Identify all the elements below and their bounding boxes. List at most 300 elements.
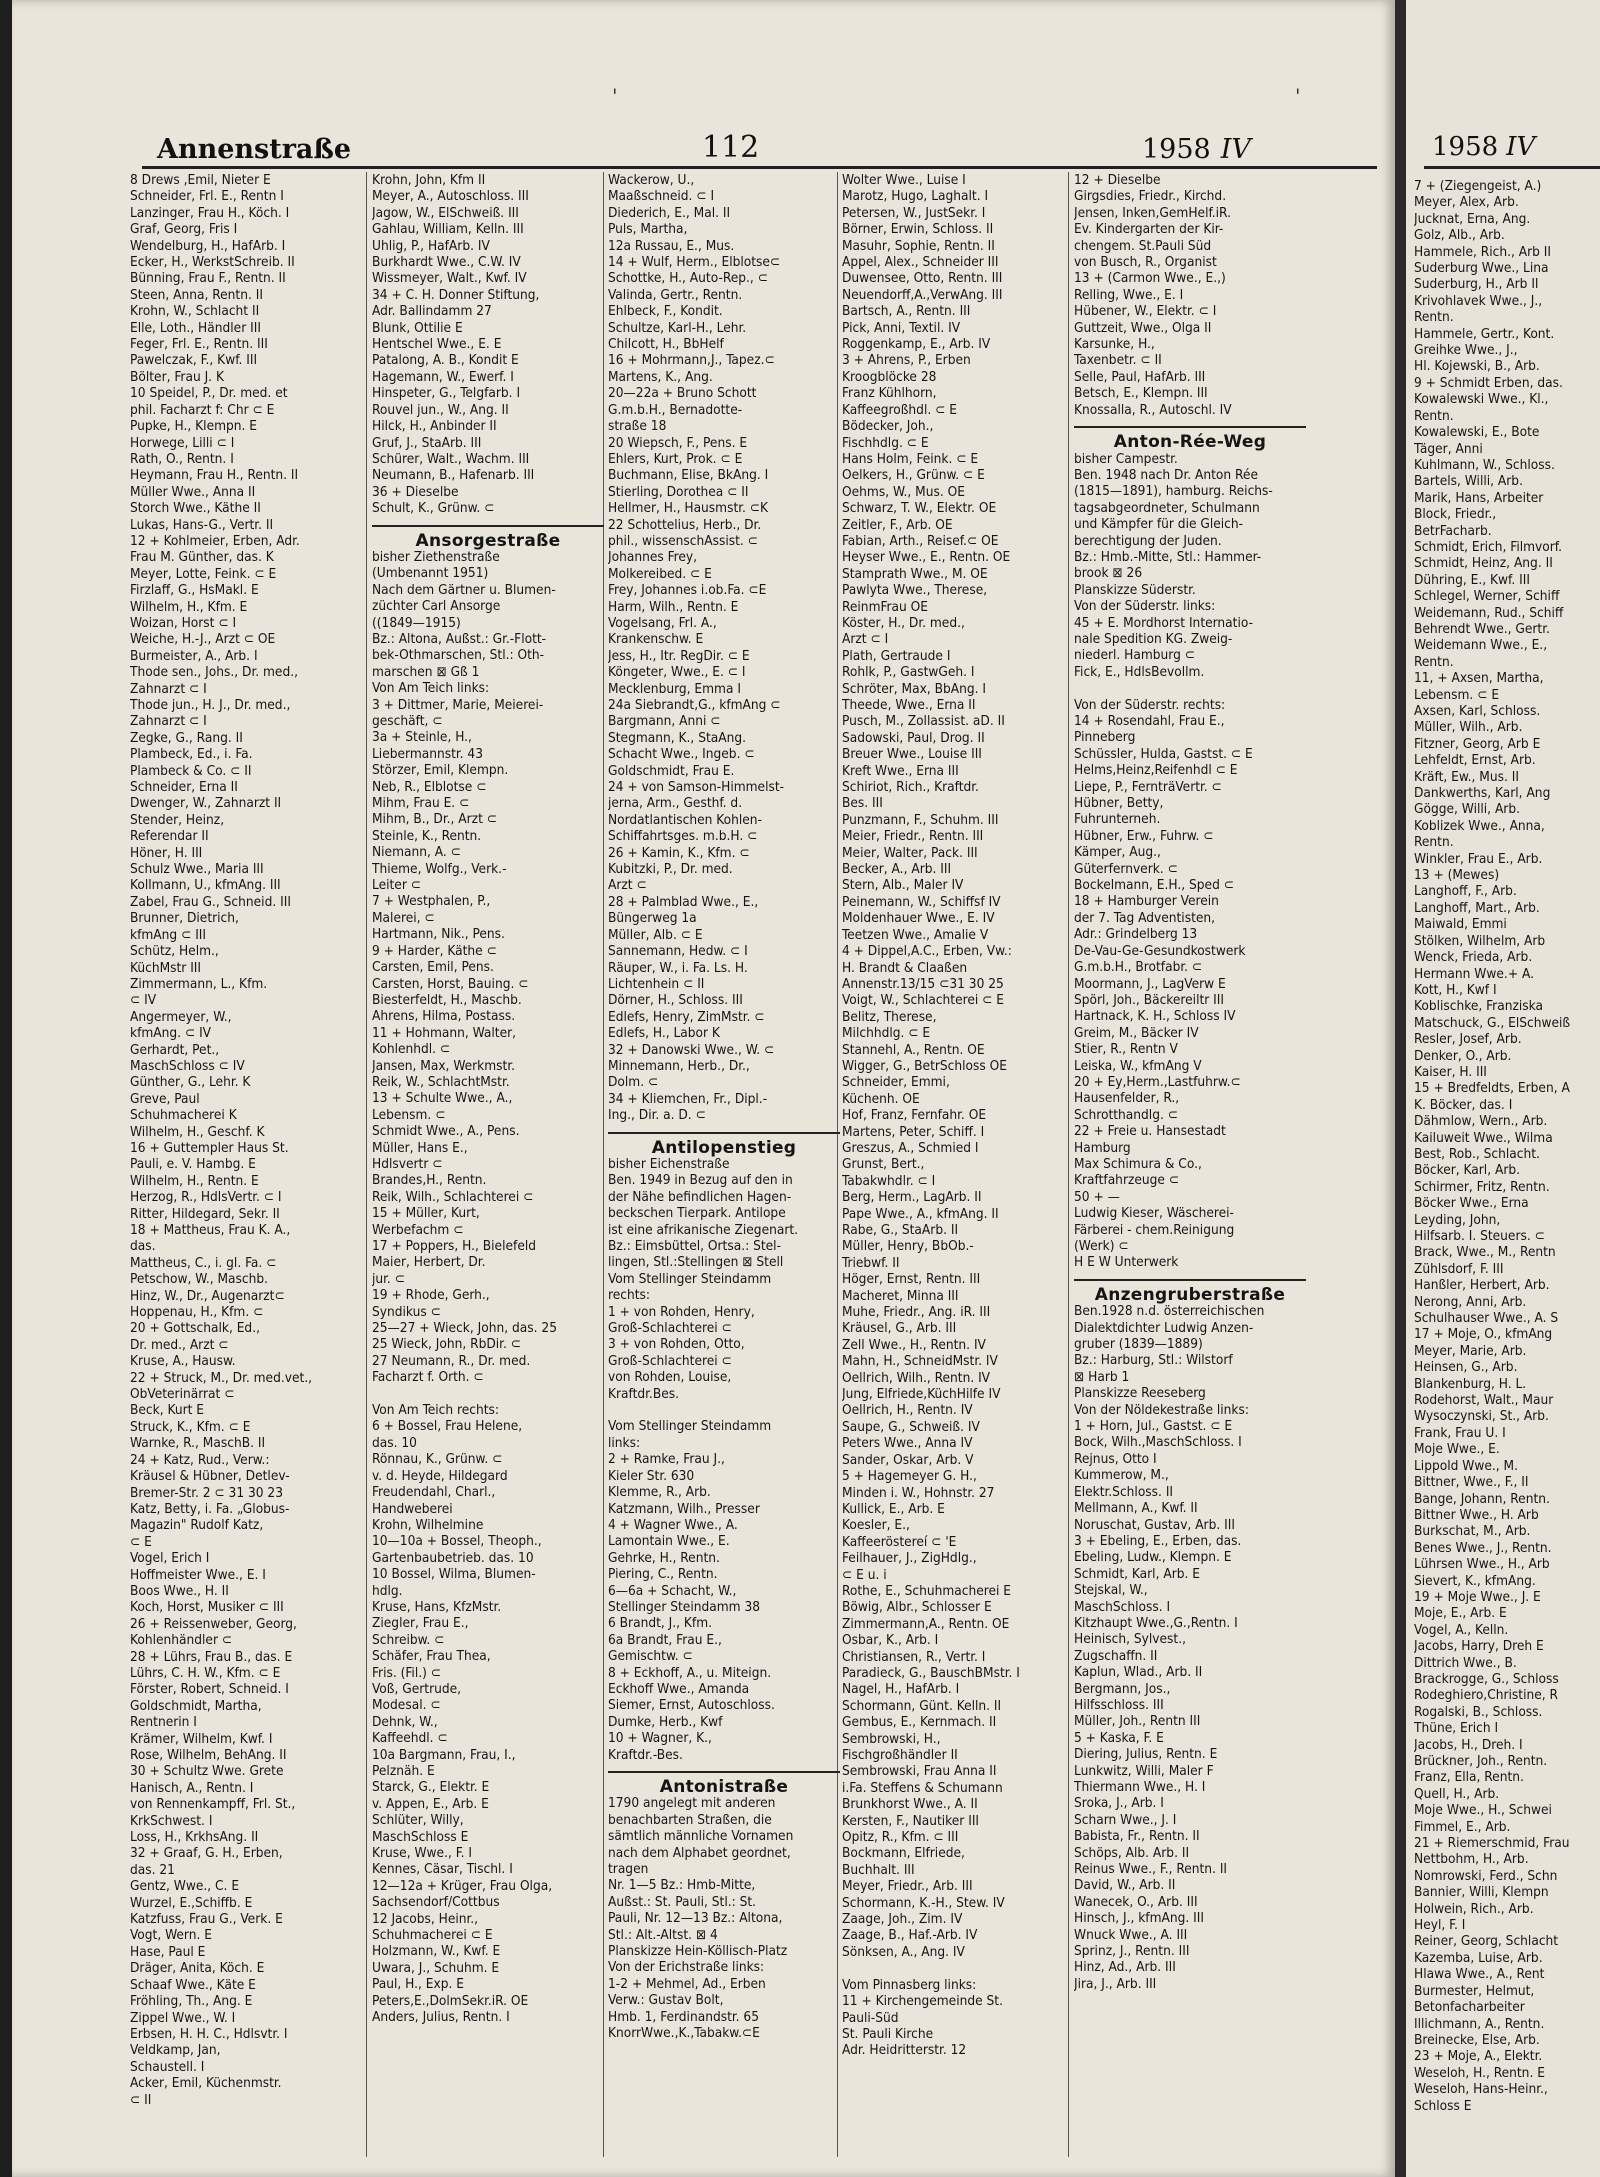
- directory-entry: Koblizek Wwe., Anna,: [1414, 817, 1545, 834]
- directory-entry: Schwarz, T. W., Elektr. OE: [842, 500, 997, 517]
- directory-entry: Ecker, H., WerkstSchreib. II: [130, 254, 295, 271]
- directory-entry: 15 + Müller, Kurt,: [372, 1205, 480, 1222]
- directory-entry: H. Brandt & Claaßen: [842, 959, 968, 976]
- directory-entry: Dankwerths, Karl, Ang: [1414, 785, 1551, 802]
- directory-entry: das. 10: [372, 1434, 417, 1451]
- directory-entry: Chilcott, H., BbHelf: [608, 336, 724, 353]
- directory-entry: Lippold Wwe., M.: [1414, 1457, 1518, 1474]
- directory-entry: Neuendorff,A.,VerwAng. III: [842, 286, 1003, 303]
- directory-entry: Günther, G., Lehr. K: [130, 1074, 251, 1091]
- directory-entry: Greve, Paul: [130, 1090, 200, 1107]
- directory-entry: Meyer, Lotte, Feink. ⊂ E: [130, 565, 277, 582]
- directory-entry: bisher Campestr.: [1074, 450, 1178, 467]
- directory-entry: Ziegler, Frau E.,: [372, 1615, 469, 1632]
- directory-entry: Schulhauser Wwe., A. S: [1414, 1310, 1559, 1327]
- directory-entry: Veldkamp, Jan,: [130, 2042, 221, 2059]
- directory-entry: Kaffeehdl. ⊂: [372, 1730, 448, 1747]
- directory-entry: Maaßschneid. ⊂ I: [608, 188, 715, 205]
- directory-entry: 4 + Dippel,A.C., Erben, Vw.:: [842, 943, 1012, 960]
- directory-entry: Jacobs, Harry, Dreh E: [1414, 1638, 1544, 1655]
- directory-entry: Mattheus, C., i. gl. Fa. ⊂: [130, 1254, 277, 1271]
- directory-entry: 32 + Danowski Wwe., W. ⊂: [608, 1041, 775, 1058]
- directory-entry: Kaplun, Wlad., Arb. II: [1074, 1664, 1203, 1681]
- directory-entry: 7 + Westphalen, P.,: [372, 893, 491, 910]
- directory-entry: Holzmann, W., Kwf. E: [372, 1943, 501, 1960]
- directory-entry: Malerei, ⊂: [372, 909, 435, 926]
- directory-entry: Kitzhaupt Wwe.,G.,Rentn. I: [1074, 1614, 1238, 1631]
- directory-entry: Syndikus ⊂: [372, 1303, 441, 1320]
- directory-entry: Hilfsarb. I. Steuers. ⊂: [1414, 1228, 1545, 1244]
- directory-entry: rechts:: [608, 1287, 651, 1304]
- directory-entry: 50 + —: [1074, 1188, 1120, 1205]
- directory-entry: Meyer, A., Autoschloss. III: [372, 188, 529, 205]
- directory-entry: ObVeterinärrat ⊂: [130, 1386, 235, 1403]
- directory-entry: Triebwf. II: [842, 1254, 900, 1271]
- directory-entry: Burmeister, A., Arb. I: [130, 647, 258, 664]
- directory-entry: Rabe, G., StaArb. II: [842, 1222, 959, 1238]
- directory-entry: Katzmann, Wilh., Presser: [608, 1500, 760, 1517]
- directory-entry: Ehlers, Kurt, Prok. ⊂ E: [608, 450, 743, 467]
- directory-entry: Rodehorst, Walt., Maur: [1414, 1392, 1554, 1409]
- directory-entry: Lührsen Wwe., H., Arb: [1414, 1556, 1550, 1573]
- directory-entry: Rose, Wilhelm, BehAng. II: [130, 1747, 287, 1763]
- directory-entry: 25—27 + Wieck, John, das. 25: [372, 1320, 557, 1337]
- directory-entry: Pawelczak, F., Kwf. III: [130, 352, 258, 369]
- directory-entry: jur. ⊂: [372, 1270, 405, 1287]
- directory-entry: Patalong, A. B., Kondit E: [372, 352, 519, 369]
- side-volume: IV: [1506, 132, 1536, 162]
- directory-entry: Golz, Alb., Arb.: [1414, 227, 1505, 244]
- directory-entry: Nach dem Gärtner u. Blumen-: [372, 581, 556, 598]
- side-header-rule: [1424, 166, 1600, 169]
- directory-entry: Räuper, W., i. Fa. Ls. H.: [608, 959, 748, 976]
- directory-entry: Gartenbaubetrieb. das. 10: [372, 1549, 534, 1566]
- directory-entry: Fuhrunterneh.: [1074, 811, 1161, 828]
- street-section-title: Anton-Rée-Weg: [1074, 426, 1306, 450]
- directory-entry: Pelznäh. E: [372, 1763, 435, 1779]
- directory-entry: Kohlenhändler ⊂: [130, 1632, 233, 1649]
- directory-entry: Hinspeter, G., Telgfarb. I: [372, 385, 521, 402]
- directory-entry: bisher Ziethenstraße: [372, 548, 500, 565]
- directory-entry: Weseloh, Hans-Heinr.,: [1414, 2081, 1548, 2098]
- directory-entry: Relling, Wwe., E. I: [1074, 286, 1184, 303]
- directory-entry: Rentn.: [1414, 407, 1454, 424]
- directory-entry: Wendelburg, H., HafArb. I: [130, 237, 286, 254]
- directory-entry: Thüne, Erich I: [1414, 1720, 1499, 1737]
- directory-entry: Brandes,H., Rentn.: [372, 1172, 487, 1189]
- directory-entry: 22 + Struck, M., Dr. med.vet.,: [130, 1369, 313, 1386]
- directory-entry: Kraftfahrzeuge ⊂: [1074, 1172, 1180, 1189]
- directory-entry: Moldenhauer Wwe., E. IV: [842, 910, 995, 927]
- directory-entry: Freudendahl, Charl.,: [372, 1484, 496, 1501]
- directory-entry: Schneider, Frl. E., Rentn I: [130, 188, 284, 205]
- directory-entry: Bölter, Frau J. K: [130, 368, 224, 385]
- directory-entry: 21 + Riemerschmid, Frau: [1414, 1835, 1570, 1852]
- directory-entry: Modesal. ⊂: [372, 1697, 441, 1714]
- directory-column-4: [842, 172, 1070, 2162]
- directory-entry: Schiriot, Rich., Kraftdr.: [842, 779, 979, 796]
- directory-entry: Kieler Str. 630: [608, 1467, 695, 1484]
- directory-entry: Sadowski, Paul, Drog. II: [842, 729, 985, 746]
- directory-entry: 1 + von Rohden, Henry,: [608, 1303, 755, 1320]
- directory-entry: v. d. Heyde, Hildegard: [372, 1467, 508, 1484]
- directory-entry: Diederich, E., Mal. II: [608, 204, 731, 221]
- directory-entry: Schlüter, Willy,: [372, 1812, 464, 1829]
- directory-entry: ⊂ IV: [130, 992, 157, 1009]
- directory-entry: Bödecker, Joh.,: [842, 418, 934, 435]
- directory-entry: Helms,Heinz,Reifenhdl ⊂ E: [1074, 762, 1238, 779]
- directory-entry: Zugschaffn. II: [1074, 1647, 1158, 1664]
- directory-entry: Eckhoff Wwe., Amanda: [608, 1680, 750, 1697]
- directory-entry: H E W Unterwerk: [1074, 1254, 1179, 1271]
- directory-entry: [372, 1386, 604, 1402]
- directory-entry: Suderburg Wwe., Lina: [1414, 260, 1549, 277]
- directory-entry: Stellinger Steindamm 38: [608, 1598, 761, 1615]
- directory-entry: G.m.b.H., Brotfabr. ⊂: [1074, 959, 1203, 976]
- directory-entry: Zegke, G., Rang. II: [130, 729, 243, 746]
- directory-entry: Kaffeegroßhdl. ⊂ E: [842, 401, 957, 418]
- side-year: 1958: [1432, 132, 1499, 162]
- directory-entry: Resler, Josef, Arb.: [1414, 1031, 1522, 1048]
- directory-entry: 12 Jacobs, Heinr.,: [372, 1910, 479, 1927]
- directory-entry: Fischgroßhändler II: [842, 1747, 958, 1763]
- directory-entry: Gemischtw. ⊂: [608, 1648, 693, 1665]
- directory-entry: Brack, Wwe., M., Rentn: [1414, 1244, 1556, 1261]
- directory-entry: Niemann, A. ⊂: [372, 844, 461, 861]
- directory-entry: Hans Holm, Feink. ⊂ E: [842, 450, 979, 467]
- directory-entry: 10 + Wagner, K.,: [608, 1730, 712, 1747]
- directory-entry: Groß-Schlachterei ⊂: [608, 1352, 732, 1369]
- directory-entry: Rejnus, Otto I: [1074, 1450, 1157, 1467]
- directory-entry: 17 + Moje, O., kfmAng: [1414, 1326, 1553, 1343]
- directory-entry: (1815—1891), hamburg. Reichs-: [1074, 483, 1273, 500]
- directory-entry: Mecklenburg, Emma I: [608, 680, 741, 697]
- directory-entry: Nomrowski, Ferd., Schn: [1414, 1867, 1558, 1884]
- directory-entry: Kuhlmann, W., Schloss.: [1414, 456, 1555, 473]
- scan-mark: ': [612, 84, 618, 108]
- directory-entry: Schult, K., Grünw. ⊂: [372, 500, 495, 517]
- directory-entry: Breuer Wwe., Louise III: [842, 746, 982, 763]
- directory-entry: Schreibw. ⊂: [372, 1631, 445, 1648]
- directory-entry: Förster, Robert, Schneid. I: [130, 1681, 289, 1698]
- directory-entry: Winkler, Frau E., Arb.: [1414, 850, 1543, 867]
- directory-entry: Christiansen, R., Vertr. I: [842, 1648, 986, 1665]
- directory-entry: 23 + Moje, A., Elektr.: [1414, 2048, 1543, 2065]
- directory-entry: phil. Facharzt f: Chr ⊂ E: [130, 401, 275, 418]
- directory-entry: MaschSchloss E: [372, 1828, 469, 1845]
- directory-entry: Moormann, J., LagVerw E: [1074, 975, 1226, 992]
- directory-entry: Block, Friedr.,: [1414, 506, 1497, 523]
- directory-entry: Hmb. 1, Ferdinandstr. 65: [608, 2008, 759, 2025]
- directory-entry: Adr. Ballindamm 27: [372, 303, 492, 320]
- directory-entry: Magazin" Rudolf Katz,: [130, 1517, 264, 1534]
- directory-entry: 15 + Bredfeldts, Erben, A: [1414, 1080, 1570, 1097]
- directory-entry: Kraftdr.Bes.: [608, 1385, 679, 1402]
- directory-entry: Pawlyta Wwe., Therese,: [842, 582, 988, 599]
- directory-entry: 10a Bargmann, Frau, I.,: [372, 1746, 516, 1763]
- directory-entry: Wanecek, O., Arb. III: [1074, 1893, 1198, 1910]
- directory-entry: Vogt, Wern. E: [130, 1927, 212, 1944]
- directory-entry: beckschen Tierpark. Antilope: [608, 1205, 786, 1222]
- directory-entry: Hlawa Wwe., A., Rent: [1414, 1966, 1545, 1983]
- directory-entry: Pauli, Nr. 12—13 Bz.: Altona,: [608, 1910, 783, 1927]
- directory-entry: Edlefs, Henry, ZimMstr. ⊂: [608, 1008, 765, 1025]
- directory-entry: benachbarten Straßen, die: [608, 1811, 772, 1828]
- directory-entry: 12a Russau, E., Mus.: [608, 237, 735, 254]
- directory-entry: Kroogblöcke 28: [842, 368, 937, 385]
- directory-entry: Piering, C., Rentn.: [608, 1566, 718, 1583]
- directory-entry: Burmester, Helmut,: [1414, 1982, 1535, 1999]
- directory-entry: Hof, Franz, Fernfahr. OE: [842, 1107, 987, 1124]
- directory-entry: Sprinz, J., Rentn. III: [1074, 1943, 1190, 1960]
- directory-entry: Goldschmidt, Frau E.: [608, 762, 735, 779]
- directory-entry: 16 + Mohrmann,J., Tapez.⊂: [608, 352, 775, 369]
- directory-entry: Sembrowski, Frau Anna II: [842, 1763, 997, 1780]
- directory-entry: Peinemann, W., Schiffsf IV: [842, 893, 1001, 910]
- directory-entry: 12 + Dieselbe: [1074, 172, 1161, 188]
- directory-entry: Theede, Wwe., Erna II: [842, 697, 976, 713]
- directory-entry: 24 + Katz, Rud., Verw.:: [130, 1451, 270, 1468]
- directory-entry: Kohlenhdl. ⊂: [372, 1041, 451, 1058]
- directory-entry: Zippel Wwe., W. I: [130, 2009, 236, 2026]
- directory-entry: Sönksen, A., Ang. IV: [842, 1943, 965, 1960]
- directory-entry: Jacobs, H., Dreh. I: [1414, 1736, 1523, 1753]
- directory-entry: 36 + Dieselbe: [372, 483, 459, 500]
- directory-entry: 11, + Axsen, Martha,: [1414, 670, 1544, 687]
- directory-entry: Stölken, Wilhelm, Arb: [1414, 932, 1546, 949]
- directory-entry: Vogel, A., Kelln.: [1414, 1621, 1509, 1638]
- directory-entry: Dühring, E., Kwf. III: [1414, 571, 1530, 588]
- directory-entry: Punzmann, F., Schuhm. III: [842, 811, 999, 828]
- year-volume: [1142, 134, 1251, 165]
- directory-entry: Stier, R., Rentn V: [1074, 1041, 1178, 1058]
- directory-entry: Ben. 1949 in Bezug auf den in: [608, 1172, 793, 1189]
- directory-entry: Müller Wwe., Anna II: [130, 483, 256, 500]
- directory-entry: Langhoff, Mart., Arb.: [1414, 899, 1540, 916]
- directory-entry: Carsten, Emil, Pens.: [372, 959, 494, 976]
- directory-entry: Marik, Hans, Arbeiter: [1414, 489, 1544, 506]
- directory-entry: der Nähe befindlichen Hagen-: [608, 1188, 792, 1205]
- directory-entry: Maier, Herbert, Dr.: [372, 1254, 486, 1271]
- directory-entry: marschen ⊠ Gß 1: [372, 663, 480, 680]
- directory-entry: Bz.: Hmb.-Mitte, Stl.: Hammer-: [1074, 548, 1262, 565]
- directory-entry: 13 + (Carmon Wwe., E.,): [1074, 270, 1226, 287]
- directory-entry: 22 Schottelius, Herb., Dr.: [608, 516, 762, 533]
- directory-entry: Hagemann, W., Ewerf. I: [372, 368, 514, 385]
- directory-entry: St. Pauli Kirche: [842, 2025, 934, 2042]
- directory-entry: Plambeck & Co. ⊂ II: [130, 762, 252, 779]
- directory-entry: 3 + Ebeling, E., Erben, das.: [1074, 1532, 1242, 1549]
- directory-entry: Von der Süderstr. rechts:: [1074, 696, 1226, 713]
- directory-entry: Von der Süderstr. links:: [1074, 598, 1216, 615]
- directory-entry: Erbsen, H. H. C., Hdlsvtr. I: [130, 2025, 288, 2042]
- directory-entry: Adr.: Grindelberg 13: [1074, 926, 1198, 943]
- directory-entry: Ludwig Kieser, Wäscherei-: [1074, 1205, 1234, 1222]
- directory-entry: Müller, Joh., Rentn III: [1074, 1713, 1201, 1730]
- directory-entry: Jensen, Inken,GemHelf.iR.: [1074, 204, 1231, 221]
- directory-entry: Voigt, W., Schlachterei ⊂ E: [842, 992, 1005, 1009]
- directory-entry: Schröter, Max, BbAng. I: [842, 680, 987, 697]
- directory-entry: Guttzeit, Wwe., Olga II: [1074, 319, 1212, 336]
- directory-entry: Behrendt Wwe., Gertr.: [1414, 620, 1550, 637]
- directory-entry: Greszus, A., Schmied I: [842, 1139, 979, 1156]
- directory-entry: Wilhelm, H., Geschf. K: [130, 1123, 265, 1140]
- directory-entry: Weidemann Wwe., E.,: [1414, 637, 1548, 654]
- directory-entry: Liepe, P., FernträVertr. ⊂: [1074, 778, 1222, 795]
- directory-entry: lingen, Stl.:Stellingen ⊠ Stell: [608, 1254, 784, 1271]
- directory-entry: Kailuweit Wwe., Wilma: [1414, 1129, 1553, 1146]
- directory-entry: Beck, Kurt E: [130, 1402, 205, 1419]
- directory-entry: Valinda, Gertr., Rentn.: [608, 286, 743, 303]
- directory-entry: Firzlaff, G., HsMakl. E: [130, 582, 259, 599]
- directory-entry: Hübner, Erw., Fuhrw. ⊂: [1074, 827, 1214, 844]
- directory-entry: Von Am Teich rechts:: [372, 1402, 500, 1419]
- directory-entry: Biesterfeldt, H., Maschb.: [372, 991, 522, 1008]
- street-section-title: Antonistraße: [608, 1771, 840, 1795]
- directory-entry: 18 + Hamburger Verein: [1074, 893, 1219, 910]
- directory-entry: Rothe, E., Schuhmacherei E: [842, 1582, 1011, 1599]
- directory-entry: Becker, A., Arb. III: [842, 861, 952, 878]
- directory-entry: Bz.: Harburg, Stl.: Wilstorf: [1074, 1352, 1233, 1369]
- street-section-title: Antilopenstieg: [608, 1132, 840, 1156]
- directory-entry: Schiffahrtsges. m.b.H. ⊂: [608, 828, 758, 845]
- directory-entry: Müller, Henry, BbOb.-: [842, 1238, 974, 1255]
- directory-entry: Büngerweg 1a: [608, 910, 697, 927]
- directory-entry: Brackrogge, G., Schloss: [1414, 1670, 1559, 1687]
- directory-entry: Hilck, H., Anbinder II: [372, 418, 497, 435]
- directory-entry: Müller, Hans E.,: [372, 1139, 468, 1156]
- directory-entry: Annenstr.13/15 ⊂31 30 25: [842, 975, 1004, 992]
- adjacent-page: [1406, 0, 1600, 2177]
- directory-entry: BetrFacharb.: [1414, 522, 1492, 539]
- directory-entry: Liebermannstr. 43: [372, 745, 483, 762]
- directory-entry: Jung, Elfriede,KüchHilfe IV: [842, 1386, 1001, 1403]
- directory-entry: Kräusel, G., Arb. III: [842, 1320, 957, 1337]
- directory-entry: Pauli-Süd: [842, 2009, 899, 2026]
- directory-entry: Nerong, Anni, Arb.: [1414, 1293, 1527, 1310]
- directory-entry: Heinisch, Sylvest.,: [1074, 1631, 1186, 1648]
- directory-entry: Krämer, Wilhelm, Kwf. I: [130, 1730, 273, 1747]
- page-number: 112: [702, 130, 760, 165]
- directory-entry: 4 + Wagner Wwe., A.: [608, 1516, 738, 1533]
- column-separator: [366, 172, 367, 2157]
- directory-entry: Hanßler, Herbert, Arb.: [1414, 1277, 1550, 1294]
- directory-entry: Mellmann, A., Kwf. II: [1074, 1500, 1198, 1517]
- directory-entry: Katz, Betty, i. Fa. „Globus-: [130, 1500, 290, 1517]
- directory-entry: Krohn, W., Schlacht II: [130, 303, 260, 320]
- directory-entry: Starck, G., Elektr. E: [372, 1779, 490, 1796]
- directory-entry: Oehms, W., Mus. OE: [842, 483, 965, 500]
- directory-entry: Dialektdichter Ludwig Anzen-: [1074, 1319, 1254, 1336]
- directory-entry: Kowalewski Wwe., Kl.,: [1414, 391, 1549, 408]
- directory-entry: Vom Stellinger Steindamm: [608, 1270, 772, 1287]
- directory-entry: Fischhdlg. ⊂ E: [842, 434, 929, 451]
- directory-entry: Schrotthandlg. ⊂: [1074, 1106, 1178, 1123]
- book-gutter: [1395, 0, 1406, 2177]
- directory-entry: 20 + Gottschalk, Ed.,: [130, 1320, 260, 1337]
- directory-entry: Diering, Julius, Rentn. E: [1074, 1746, 1218, 1763]
- directory-entry: 10 Bossel, Wilma, Blumen-: [372, 1566, 536, 1583]
- directory-entry: von Busch, R., Organist: [1074, 254, 1217, 271]
- directory-entry: Dähmlow, Wern., Arb.: [1414, 1113, 1548, 1130]
- directory-entry: Reiner, Georg, Schlacht: [1414, 1933, 1559, 1950]
- directory-entry: Greihke Wwe., J.,: [1414, 342, 1518, 359]
- directory-entry: Greim, M., Bäcker IV: [1074, 1024, 1199, 1041]
- directory-entry: 1 + Horn, Jul., Gastst. ⊂ E: [1074, 1418, 1233, 1435]
- directory-entry: Jira, J., Arb. III: [1074, 1975, 1157, 1992]
- directory-entry: Bockelmann, E.H., Sped ⊂: [1074, 877, 1234, 894]
- directory-entry: Wilhelm, H., Kfm. E: [130, 598, 248, 615]
- directory-entry: Thiermann Wwe., H. I: [1074, 1779, 1206, 1795]
- directory-entry: i.Fa. Steffens & Schumann: [842, 1779, 1003, 1796]
- directory-entry: ist eine afrikanische Ziegenart.: [608, 1221, 799, 1238]
- directory-entry: 24a Siebrandt,G., kfmAng ⊂: [608, 697, 781, 713]
- directory-entry: Frau M. Günther, das. K: [130, 549, 274, 566]
- directory-entry: von Rennenkampff, Frl. St.,: [130, 1796, 296, 1813]
- directory-entry: Stern, Alb., Maler IV: [842, 877, 964, 894]
- directory-entry: 6 Brandt, J., Kfm.: [608, 1615, 713, 1632]
- directory-entry: G.m.b.H., Bernadotte-: [608, 401, 743, 418]
- directory-entry: Elektr.Schloss. II: [1074, 1483, 1174, 1500]
- directory-entry: Bockmann, Elfriede,: [842, 1845, 965, 1862]
- directory-entry: Kruse, Hans, KfzMstr.: [372, 1598, 502, 1615]
- directory-entry: Hamburg: [1074, 1139, 1131, 1156]
- directory-entry: Facharzt f. Orth. ⊂: [372, 1369, 484, 1386]
- directory-entry: Hoffmeister Wwe., E. I: [130, 1566, 266, 1583]
- directory-entry: sämtlich männliche Vornamen: [608, 1828, 794, 1845]
- directory-entry: Loss, H., KrkhsAng. II: [130, 1829, 259, 1846]
- directory-entry: Krivohlavek Wwe., J.,: [1414, 292, 1543, 309]
- directory-entry: Planskizze Süderstr.: [1074, 581, 1196, 598]
- directory-entry: 24 + von Samson-Himmelst-: [608, 779, 785, 796]
- directory-entry: Dehnk, W.,: [372, 1713, 438, 1730]
- directory-entry: Hinz, Ad., Arb. III: [1074, 1959, 1176, 1976]
- directory-entry: 3 + von Rohden, Otto,: [608, 1336, 745, 1353]
- directory-entry: Kubitzki, P., Dr. med.: [608, 861, 733, 878]
- directory-entry: Kott, H., Kwf I: [1414, 981, 1497, 998]
- directory-entry: Müller, Wilh., Arb.: [1414, 719, 1523, 736]
- directory-entry: Krohn, Wilhelmine: [372, 1516, 484, 1533]
- directory-entry: Moje, E., Arb. E: [1414, 1605, 1507, 1622]
- directory-entry: Schormann, K.-H., Stew. IV: [842, 1894, 1005, 1911]
- directory-entry: das.: [130, 1238, 156, 1255]
- directory-entry: gruber (1839—1889): [1074, 1336, 1203, 1353]
- directory-entry: Leiter ⊂: [372, 877, 421, 894]
- directory-entry: Tabakwhdlr. ⊂ I: [842, 1172, 936, 1189]
- directory-entry: Schulz Wwe., Maria III: [130, 861, 264, 878]
- directory-entry: 2 + Ramke, Frau J.,: [608, 1451, 725, 1468]
- directory-entry: Leyding, John,: [1414, 1211, 1501, 1228]
- directory-entry: Ritter, Hildegard, Sekr. II: [130, 1205, 280, 1222]
- directory-entry: Masuhr, Sophie, Rentn. II: [842, 237, 995, 254]
- directory-entry: Zaage, B., Haf.-Arb. IV: [842, 1927, 978, 1944]
- directory-entry: v. Appen, E., Arb. E: [372, 1795, 489, 1812]
- directory-entry: Elle, Loth., Händler III: [130, 319, 261, 336]
- directory-entry: Nettbohm, H., Arb.: [1414, 1851, 1529, 1868]
- directory-entry: Steinle, K., Rentn.: [372, 827, 482, 844]
- directory-entry: Lührs, C. H. W., Kfm. ⊂ E: [130, 1664, 281, 1681]
- directory-entry: Gerhardt, Pet.,: [130, 1041, 220, 1058]
- directory-entry: Ebeling, Ludw., Klempn. E: [1074, 1549, 1232, 1566]
- directory-entry: Schaaf Wwe., Käte E: [130, 1976, 256, 1993]
- directory-entry: Moje Wwe., H., Schwei: [1414, 1802, 1552, 1819]
- directory-entry: Stamprath Wwe., M. OE: [842, 565, 988, 582]
- directory-entry: Lanzinger, Frau H., Köch. I: [130, 204, 290, 221]
- directory-entry: Kraftdr.-Bes.: [608, 1746, 683, 1763]
- directory-entry: Rentn.: [1414, 309, 1454, 326]
- directory-entry: Schloss E: [1414, 2097, 1472, 2114]
- directory-entry: 13 + (Mewes): [1414, 867, 1500, 884]
